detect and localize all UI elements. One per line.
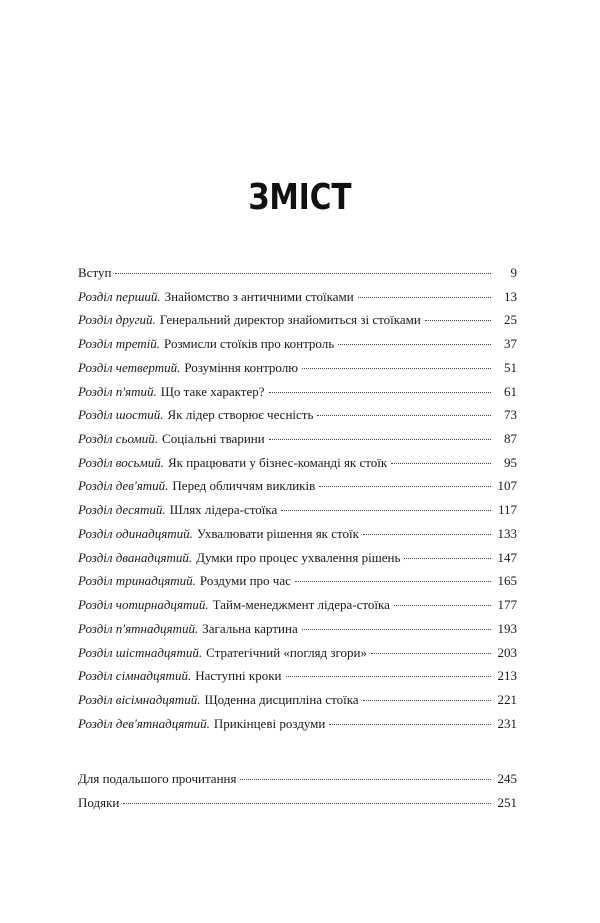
dot-leader (123, 803, 491, 804)
toc-entry-title: Подяки (78, 794, 120, 810)
dot-leader (404, 558, 491, 559)
dot-leader (269, 439, 491, 440)
toc-page-number: 177 (497, 597, 517, 613)
toc-entry[interactable] (78, 771, 517, 795)
toc-page-number: 245 (497, 771, 517, 786)
toc-chapter-label: Розділ одинадцятий. (78, 525, 193, 541)
toc-entry-title: Для подальшого прочитання (78, 771, 237, 786)
toc-entry-title: Соціальні тварини (162, 431, 265, 447)
toc-page-number: 37 (504, 336, 517, 352)
toc-entry-intro[interactable] (78, 265, 517, 289)
toc-entry[interactable] (78, 526, 517, 550)
toc-entry[interactable] (78, 384, 517, 408)
toc-entry[interactable] (78, 289, 517, 313)
toc-chapter-label: Розділ п'ятий. (78, 383, 157, 399)
toc-page-number: 107 (497, 478, 517, 494)
toc-entry-title: Шлях лідера-стоїка (169, 502, 278, 518)
back-matter-list (78, 771, 517, 818)
toc-entry[interactable] (78, 668, 517, 692)
toc-entry[interactable] (78, 597, 517, 621)
dot-leader (317, 415, 491, 416)
toc-chapter-label: Розділ четвертий. (78, 359, 181, 375)
page-title: ЗМІСТ (248, 177, 352, 218)
toc-entry-title: Загальна картина (202, 620, 298, 636)
toc-entry[interactable] (78, 336, 517, 360)
toc-page-number: 25 (504, 312, 517, 328)
toc-chapter-label: Розділ перший. (78, 288, 161, 304)
toc-chapter-label: Розділ дванадцятий. (78, 549, 193, 565)
toc-entry-title: Думки про процес ухвалення рішень (196, 549, 401, 565)
toc-entry[interactable] (78, 312, 517, 336)
dot-leader (363, 700, 491, 701)
toc-entry-title: Прикінцеві роздуми (213, 715, 326, 731)
dot-leader (302, 629, 491, 630)
toc-entry-title: Стратегічний «погляд згори» (206, 644, 367, 660)
dot-leader (115, 273, 491, 274)
toc-entry[interactable] (78, 431, 517, 455)
toc-chapter-label: Розділ сьомий. (78, 431, 159, 447)
dot-leader (363, 534, 491, 535)
dot-leader (391, 463, 491, 464)
dot-leader (319, 486, 491, 487)
dot-leader (302, 368, 491, 369)
dot-leader (425, 320, 491, 321)
toc-entry[interactable] (78, 573, 517, 597)
dot-leader (358, 297, 491, 298)
toc-chapter-label: Розділ шостий. (78, 407, 164, 423)
toc-page-number: 51 (504, 359, 517, 375)
toc-page-number: 73 (504, 407, 517, 423)
toc-entry[interactable] (78, 407, 517, 431)
toc-entry-title: Наступні кроки (195, 668, 282, 684)
toc-entry-title: Перед обличчям викликів (172, 478, 316, 494)
toc-chapter-label: Розділ шістнадцятий. (78, 644, 203, 660)
toc-chapter-label: Розділ дев'ятнадцятий. (78, 715, 210, 731)
toc-entry-title: Як лідер створює чесність (167, 407, 314, 423)
toc-page-number: 95 (504, 454, 517, 470)
toc-page-number: 203 (497, 644, 517, 660)
toc-page-number: 117 (497, 502, 517, 518)
dot-leader (295, 581, 491, 582)
toc-page-number: 61 (504, 383, 517, 399)
toc-page-number: 221 (497, 691, 517, 707)
toc-page-number: 87 (504, 431, 517, 447)
toc-entry-title: Щоденна дисципліна стоїка (204, 691, 359, 707)
toc-entry[interactable] (78, 455, 517, 479)
toc-entry-title: Тайм-менеджмент лідера-стоїка (212, 597, 390, 613)
dot-leader (269, 392, 491, 393)
toc-entry-title: Генеральний директор знайомиться зі стоїками (159, 312, 421, 328)
toc-chapter-label: Розділ п'ятнадцятий. (78, 620, 199, 636)
toc-entry-title: Як працювати у бізнес-команді як стоїк (168, 454, 388, 470)
toc-entry[interactable] (78, 692, 517, 716)
toc-chapter-label: Розділ десятий. (78, 502, 166, 518)
dot-leader (371, 653, 491, 654)
toc-chapter-label: Розділ сімнадцятий. (78, 668, 192, 684)
toc-page-number: 133 (497, 525, 517, 541)
toc-entry-title: Роздуми про час (199, 573, 291, 589)
toc-page-number: 193 (497, 620, 517, 636)
toc-entry-title: Знайомство з античними стоїками (164, 288, 354, 304)
toc-entry[interactable] (78, 716, 517, 740)
dot-leader (338, 344, 491, 345)
toc-page-number: 9 (510, 265, 517, 280)
toc-page-number: 231 (497, 715, 517, 731)
toc-chapter-label: Розділ дев'ятий. (78, 478, 169, 494)
toc-entry[interactable] (78, 645, 517, 669)
chapter-list (78, 289, 517, 740)
toc-entry-title: Що таке характер? (160, 383, 265, 399)
toc-entry[interactable] (78, 478, 517, 502)
toc-chapter-label: Розділ третій. (78, 336, 161, 352)
toc-entry[interactable] (78, 795, 517, 819)
toc-entry[interactable] (78, 621, 517, 645)
dot-leader (329, 724, 491, 725)
dot-leader (394, 605, 491, 606)
toc-chapter-label: Розділ вісімнадцятий. (78, 691, 201, 707)
toc-page-number: 165 (497, 573, 517, 589)
toc-page-number: 147 (497, 549, 517, 565)
toc-entry[interactable] (78, 360, 517, 384)
toc-chapter-label: Розділ восьмий. (78, 454, 165, 470)
toc-entry[interactable] (78, 502, 517, 526)
toc-entry-title: Ухвалювати рішення як стоїк (196, 525, 359, 541)
toc-page-number: 213 (497, 668, 517, 684)
toc-entry-title: Вступ (78, 265, 112, 280)
toc-page-number: 13 (504, 288, 517, 304)
toc-chapter-label: Розділ другий. (78, 312, 156, 328)
toc-chapter-label: Розділ тринадцятий. (78, 573, 196, 589)
table-of-contents (78, 265, 517, 739)
toc-entry-title: Розмисли стоїків про контроль (164, 336, 335, 352)
dot-leader (281, 510, 491, 511)
toc-entry[interactable] (78, 550, 517, 574)
toc-page-number: 251 (497, 794, 517, 810)
toc-chapter-label: Розділ чотирнадцятий. (78, 597, 209, 613)
dot-leader (240, 779, 491, 780)
dot-leader (286, 676, 491, 677)
toc-entry-title: Розуміння контролю (184, 359, 298, 375)
